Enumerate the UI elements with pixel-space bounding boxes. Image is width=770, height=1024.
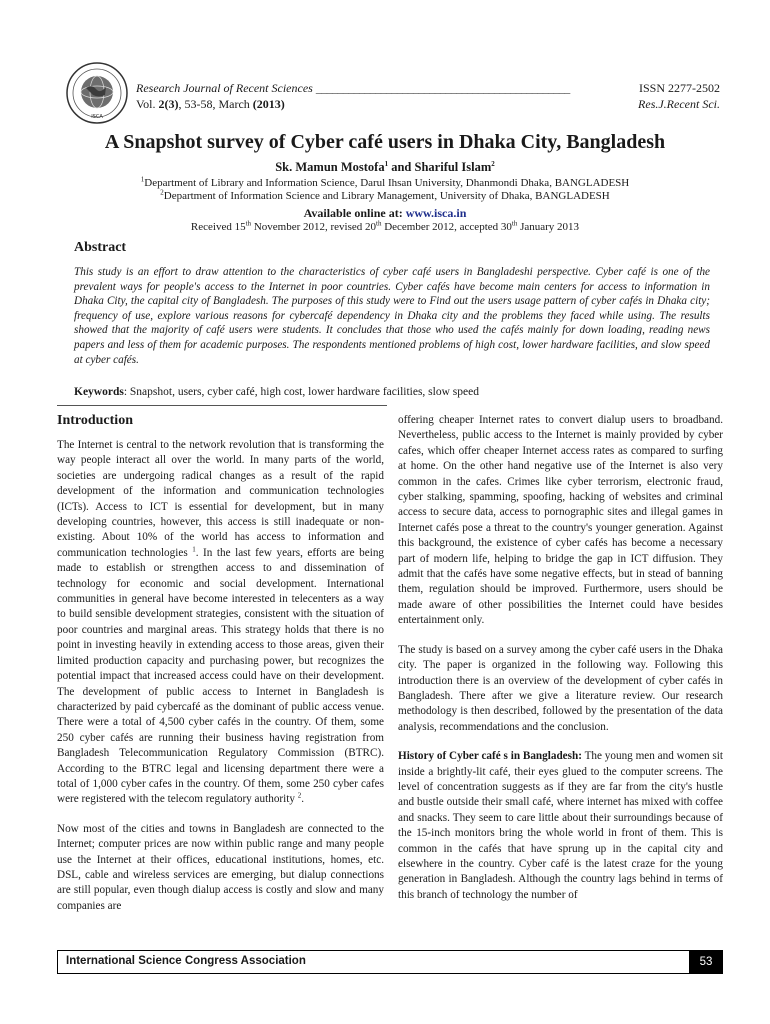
logo-text: ISCA bbox=[91, 114, 103, 120]
received-dates bbox=[0, 221, 770, 233]
availability bbox=[0, 206, 770, 221]
history-subheading: History of Cyber café s in Bangladesh: bbox=[398, 750, 582, 763]
affiliation-2-text: Department of Information Science and Library Management, University of Dhaka, BANGLADESH bbox=[163, 190, 610, 202]
journal-name: Research Journal of Recent Sciences bbox=[136, 81, 313, 95]
right-column bbox=[398, 413, 723, 917]
intro-p1-b: . In the last few years, efforts are being made to establish or strengthen access to and dissemination of technology for economic and social development. International communities in general have become interested in telecenters as a way to build sensible development strategies, consistent with the situation of poor countries and marginal areas. This strategy holds that there is no point in investing heavily in extending access to those areas, given their limited production capacity and purchasing power, but recognizes the potential impact that increased access could have on their development. The development of public access to Internet in Bangladesh is characterized by paid cybercafé as the dominant of public access venue. There were a total of 4,500 cyber cafés in the country. Of them, some 250 cyber cafés are running their business having registration from Bangladesh Telecommunication Regulatory Commission (BTRC). According to the BTRC legal and licensing department there were a total of 1,000 cyber cafes in the country. Of them, some 250 cyber cafes were registered with the telecom regulatory authority bbox=[57, 546, 385, 806]
received-sup-a: th bbox=[245, 219, 252, 228]
journal-header-right bbox=[638, 80, 720, 112]
history-text: The young men and women sit inside a brightly-lit café, their eyes glued to the computer screens. The level of concentration suggests as if they are far from the city's hustle and bustle outside their small café, where internet has mixed with coffee and snacks. They seem to care little about their surroundings because of the 15-inch monitors bring the whole world in front of them. This is common in the cafés that have sprung up in the capital city and elsewhere in the country. Cyber café is the latest craze for the young generation in Bangladesh. Although the country lags behind in terms of this branch of technology the number of bbox=[398, 750, 723, 901]
affiliation-2 bbox=[0, 190, 770, 203]
received-part-c: December 2012, accepted 30 bbox=[381, 221, 512, 233]
paper-title: A Snapshot survey of Cyber café users in Dhaka City, Bangladesh bbox=[104, 131, 666, 153]
author-1-sup: 1 bbox=[384, 159, 389, 168]
introduction-heading: Introduction bbox=[57, 413, 133, 428]
journal-url-link[interactable]: www.isca.in bbox=[405, 206, 467, 220]
isca-logo bbox=[66, 62, 128, 124]
ref-1: 1 bbox=[192, 545, 196, 554]
pages-date: , 53-58, March bbox=[178, 97, 253, 111]
ref-2: 2 bbox=[297, 791, 302, 800]
header-rule: _______________________________________________ bbox=[315, 81, 570, 95]
received-part-a: Received 15 bbox=[190, 221, 246, 233]
authors bbox=[0, 160, 770, 175]
received-part-b: November 2012, revised 20 bbox=[251, 221, 377, 233]
received-sup-c: th bbox=[511, 219, 518, 228]
right-paragraph-1: offering cheaper Internet rates to convert dialup users to broadband. Nevertheless, public access to the Internet is mainly provided by cyber cafes, which offer cheaper Internet access rates as compared to surfing at home. On the other hand negative use of the Internet is also very common in the cafes. Crimes like cyber terrorism, electronic fraud, cyber stalking, spamming, spoofing, hacking of websites and criminal access to secure data, access to pornographic sites and illegal games in Internet cafés pose a threat to the country's younger generation. Against this background, the existence of cyber cafés has become a necessary part of modern life, helping to bridge the gap in ICT diffusion. They admit that the cafés have some negative effects, but in stead of banning them, regulation should be improved. Furthermore, users should be made aware of other possibilities the Internet could have besides entertainment only. bbox=[398, 414, 723, 627]
journal-abbreviation: Res.J.Recent Sci. bbox=[638, 97, 720, 111]
affiliation-1-text: Department of Library and Information Science, Darul Ihsan University, Dhanmondi Dhaka, BANGLADESH bbox=[144, 177, 630, 189]
left-column bbox=[57, 438, 384, 928]
received-part-d: January 2013 bbox=[517, 221, 580, 233]
right-paragraph-3 bbox=[398, 749, 723, 903]
keywords-text: : Snapshot, users, cyber café, high cost, lower hardware facilities, slow speed bbox=[123, 386, 479, 398]
page-number: 53 bbox=[689, 950, 723, 974]
section-divider bbox=[57, 405, 387, 406]
availability-label: Available online at: bbox=[303, 206, 406, 220]
footer-bar bbox=[57, 950, 723, 974]
year: (2013) bbox=[252, 97, 285, 111]
intro-p1-c: . bbox=[301, 793, 305, 806]
author-1: Sk. Mamun Mostofa bbox=[275, 160, 385, 174]
volume-number: 2(3) bbox=[158, 97, 179, 111]
keywords bbox=[74, 386, 714, 398]
author-2: and Shariful Islam bbox=[388, 160, 492, 174]
affiliations bbox=[0, 177, 770, 203]
affiliation-1-num: 1 bbox=[140, 175, 145, 184]
footer-association: International Science Congress Association bbox=[66, 955, 306, 967]
affiliation-2-num: 2 bbox=[160, 188, 164, 197]
journal-header bbox=[136, 80, 570, 112]
intro-p1-a: The Internet is central to the network revolution that is transforming the way people interact all over the world. In many parts of the world, societies are undergoing radical changes as a result of the rapid development of the information and communication technologies (ICTs). Access to ICT is essential for development, but in many developing countries, however, this access is still inadequate or non-existing. About 10% of the world has access to information and communication technologies bbox=[57, 439, 384, 559]
received-sup-b: th bbox=[376, 219, 382, 228]
keywords-label: Keywords bbox=[74, 386, 124, 398]
right-paragraph-2: The study is based on a survey among the cyber café users in the Dhaka city. The paper is organized in the following way. Following this introduction there is an overview of the development of cyber cafés in Bangladesh. There after we give a literature review. Our research methodology is then described, followed by the presentation of the data analysis, recommendations and the conclusion. bbox=[398, 643, 723, 733]
abstract-text: This study is an effort to draw attention to the characteristics of cyber café users in Bangladeshi perspective. Cyber café is one of the prevalent ways for people's access to the Internet in poor countries. Cyber cafés have become main centers for access to information in Dhaka City, the capital city of Bangladesh. The purposes of this study were to Find out the users usage pattern of cyber cafés in Dhaka city; frequency of use, explore various reasons for cybercafé dependency in Dhaka city and the problems they faced while using. The results showed that the majority of café users were students. It concludes that those who used the cafés mainly for down loading, reading news papers and less of them for academic purposes. The respondents mentioned problems of high cost, lower hardware facilities, and slow speed at cyber cafés. bbox=[74, 266, 710, 366]
author-2-sup: 2 bbox=[491, 159, 495, 168]
intro-paragraph-2: Now most of the cities and towns in Bangladesh are connected to the Internet; computer prices are now within public range and many people use the Internet at their offices, educational institutions, homes, etc. DSL, cable and wireless services are emerging, but dialup connections are still popular, even though dialup access is costly and slow and many companies are bbox=[57, 822, 384, 912]
abstract-heading: Abstract bbox=[74, 240, 127, 255]
issn: ISSN 2277-2502 bbox=[638, 81, 720, 95]
volume-prefix: Vol. bbox=[136, 97, 159, 111]
intro-paragraph-1 bbox=[57, 438, 384, 808]
affiliation-1 bbox=[0, 177, 770, 190]
